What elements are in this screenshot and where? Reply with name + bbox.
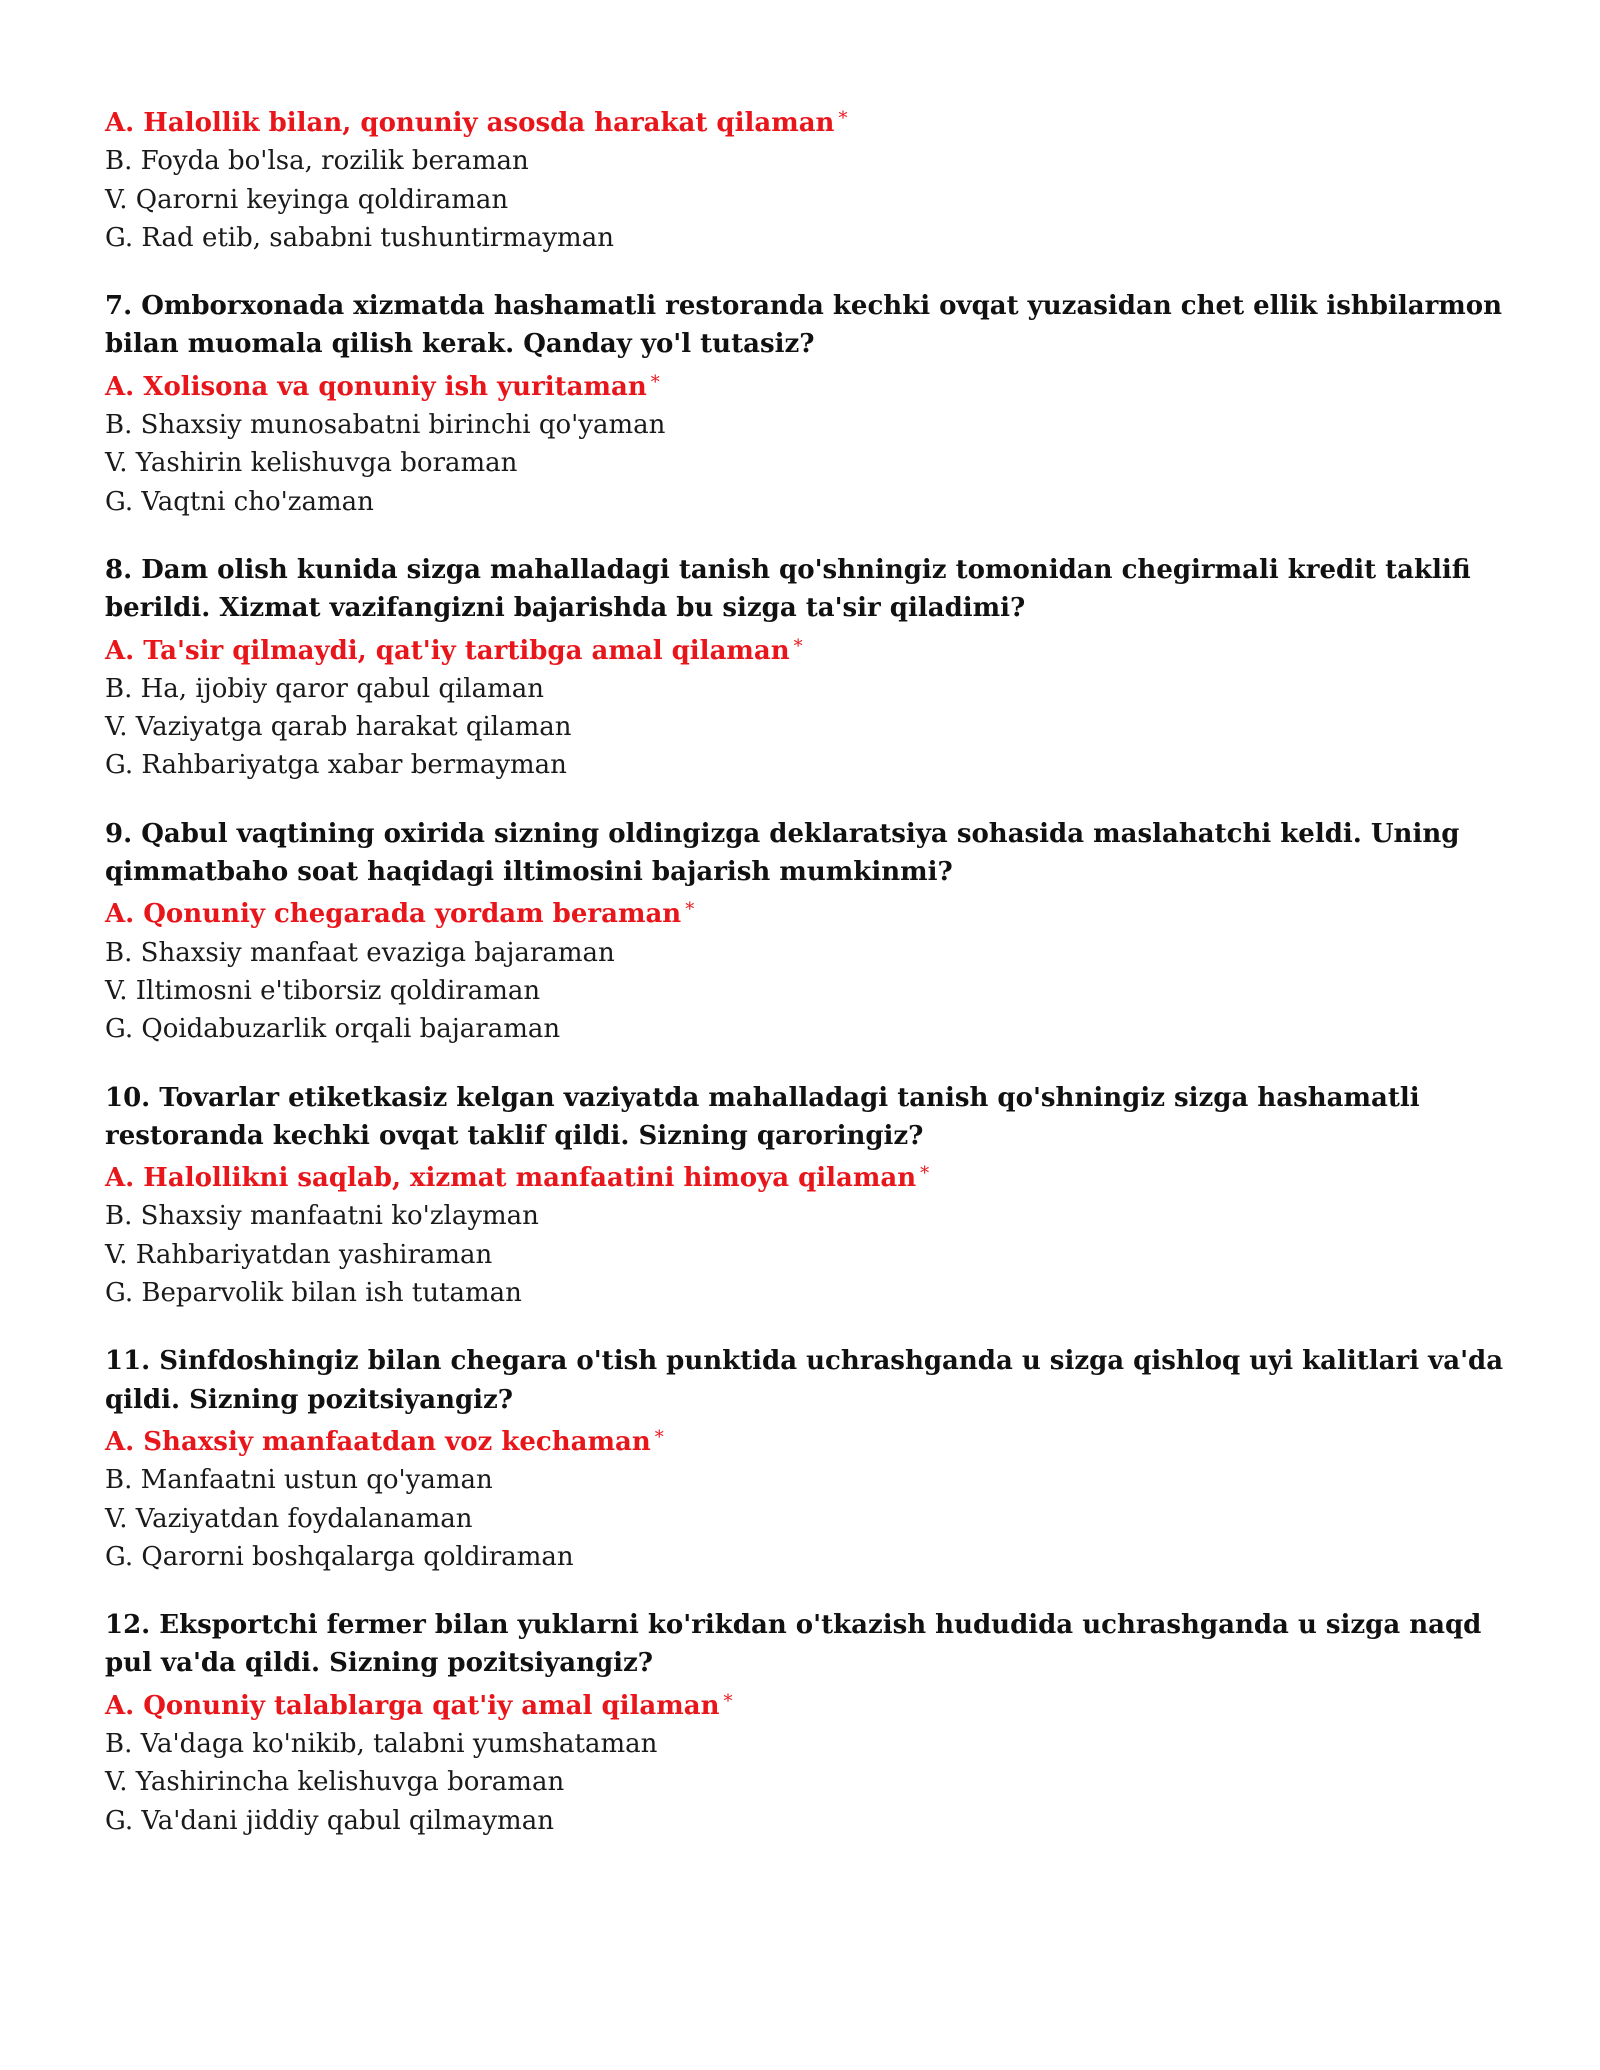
correct-answer: A. Xolisona va qonuniy ish yuritaman * xyxy=(105,371,660,402)
answer-option: B. Shaxsiy manfaat evaziga bajaraman xyxy=(105,937,615,968)
answer-option: V. Iltimosni e'tiborsiz qoldiraman xyxy=(105,975,541,1006)
correct-answer: A. Halollikni saqlab, xizmat manfaatini himoya qilaman * xyxy=(105,1163,930,1194)
correct-answer: A. Qonuniy talablarga qat'iy amal qilaman * xyxy=(105,1690,733,1721)
correct-marker: * xyxy=(654,1426,664,1448)
question-text: 11. Sinfdoshingiz bilan chegara o'tish punktida uchrashganda u sizga qishloq uyi kalitlari va'da qildi. Sizning pozitsiyangiz? xyxy=(105,1346,1504,1415)
answer-option: B. Foyda bo'lsa, rozilik beraman xyxy=(105,146,529,177)
correct-answer: A. Shaxsiy manfaatdan voz kechaman * xyxy=(105,1426,664,1457)
correct-answer: A. Ta'sir qilmaydi, qat'iy tartibga amal qilaman * xyxy=(105,635,803,666)
answer-option: G. Qarorni boshqalarga qoldiraman xyxy=(105,1541,574,1572)
question-block-6 xyxy=(105,100,1505,257)
quiz-content xyxy=(105,100,1505,1870)
question-block-9 xyxy=(105,815,1505,1049)
answer-option: B. Va'daga ko'nikib, talabni yumshataman xyxy=(105,1728,658,1759)
question-text: 12. Eksportchi fermer bilan yuklarni ko'rikdan o'tkazish hududida uchrashganda u sizga naqd pul va'da qildi. Sizning pozitsiyangiz? xyxy=(105,1610,1482,1679)
correct-answer: A. Halollik bilan, qonuniy asosda harakat qilaman * xyxy=(105,108,848,138)
correct-answer: A. Qonuniy chegarada yordam beraman * xyxy=(105,899,695,930)
question-text: 8. Dam olish kunida sizga mahalladagi tanish qo'shningiz tomonidan chegirmali kredit taklifi berildi. Xizmat vazifangizni bajarishda bu sizga ta'sir qiladimi? xyxy=(105,554,1471,624)
correct-marker: * xyxy=(793,635,803,657)
correct-marker: * xyxy=(920,1163,930,1185)
answer-option: G. Va'dani jiddiy qabul qilmayman xyxy=(105,1805,554,1836)
answer-option: G. Rahbariyatga xabar bermayman xyxy=(105,750,567,781)
question-block-7 xyxy=(105,287,1505,521)
answer-option: G. Beparvolik bilan ish tutaman xyxy=(105,1278,522,1309)
answer-option: V. Qarorni keyinga qoldiraman xyxy=(105,184,509,215)
answer-option: B. Ha, ijobiy qaror qabul qilaman xyxy=(105,673,544,704)
answer-option: V. Vaziyatga qarab harakat qilaman xyxy=(105,712,572,743)
correct-marker: * xyxy=(685,899,695,921)
answer-option: B. Manfaatni ustun qo'yaman xyxy=(105,1465,493,1496)
answer-option: V. Rahbariyatdan yashiraman xyxy=(105,1239,493,1270)
question-block-12 xyxy=(105,1606,1505,1840)
answer-option: B. Shaxsiy manfaatni ko'zlayman xyxy=(105,1201,539,1232)
question-text: 9. Qabul vaqtining oxirida sizning oldingizga deklaratsiya sohasida maslahatchi keldi. Uning qimmatbaho soat haqidagi iltimosini bajarish mumkinmi? xyxy=(105,818,1460,888)
answer-option: G. Rad etib, sababni tushuntirmayman xyxy=(105,222,614,253)
correct-marker: * xyxy=(723,1690,733,1712)
question-text: 7. Omborxonada xizmatda hashamatli restoranda kechki ovqat yuzasidan chet ellik ishbilarmon bilan muomala qilish kerak. Qanday yo'l tutasiz? xyxy=(105,291,1503,360)
question-text: 10. Tovarlar etiketkasiz kelgan vaziyatda mahalladagi tanish qo'shningiz sizga hashamatli restoranda kechki ovqat taklif qildi. Sizning qaroringiz? xyxy=(105,1082,1420,1151)
question-block-11 xyxy=(105,1342,1505,1576)
answer-option: V. Yashirin kelishuvga boraman xyxy=(105,448,518,479)
answer-option: G. Vaqtni cho'zaman xyxy=(105,486,374,517)
question-block-8 xyxy=(105,551,1505,785)
answer-option: G. Qoidabuzarlik orqali bajaraman xyxy=(105,1014,561,1045)
answer-option: V. Vaziyatdan foydalanaman xyxy=(105,1503,473,1534)
answer-option: V. Yashirincha kelishuvga boraman xyxy=(105,1767,565,1798)
answer-option: B. Shaxsiy munosabatni birinchi qo'yaman xyxy=(105,410,666,441)
correct-marker: * xyxy=(838,108,848,129)
correct-marker: * xyxy=(650,371,660,393)
question-block-10 xyxy=(105,1079,1505,1313)
